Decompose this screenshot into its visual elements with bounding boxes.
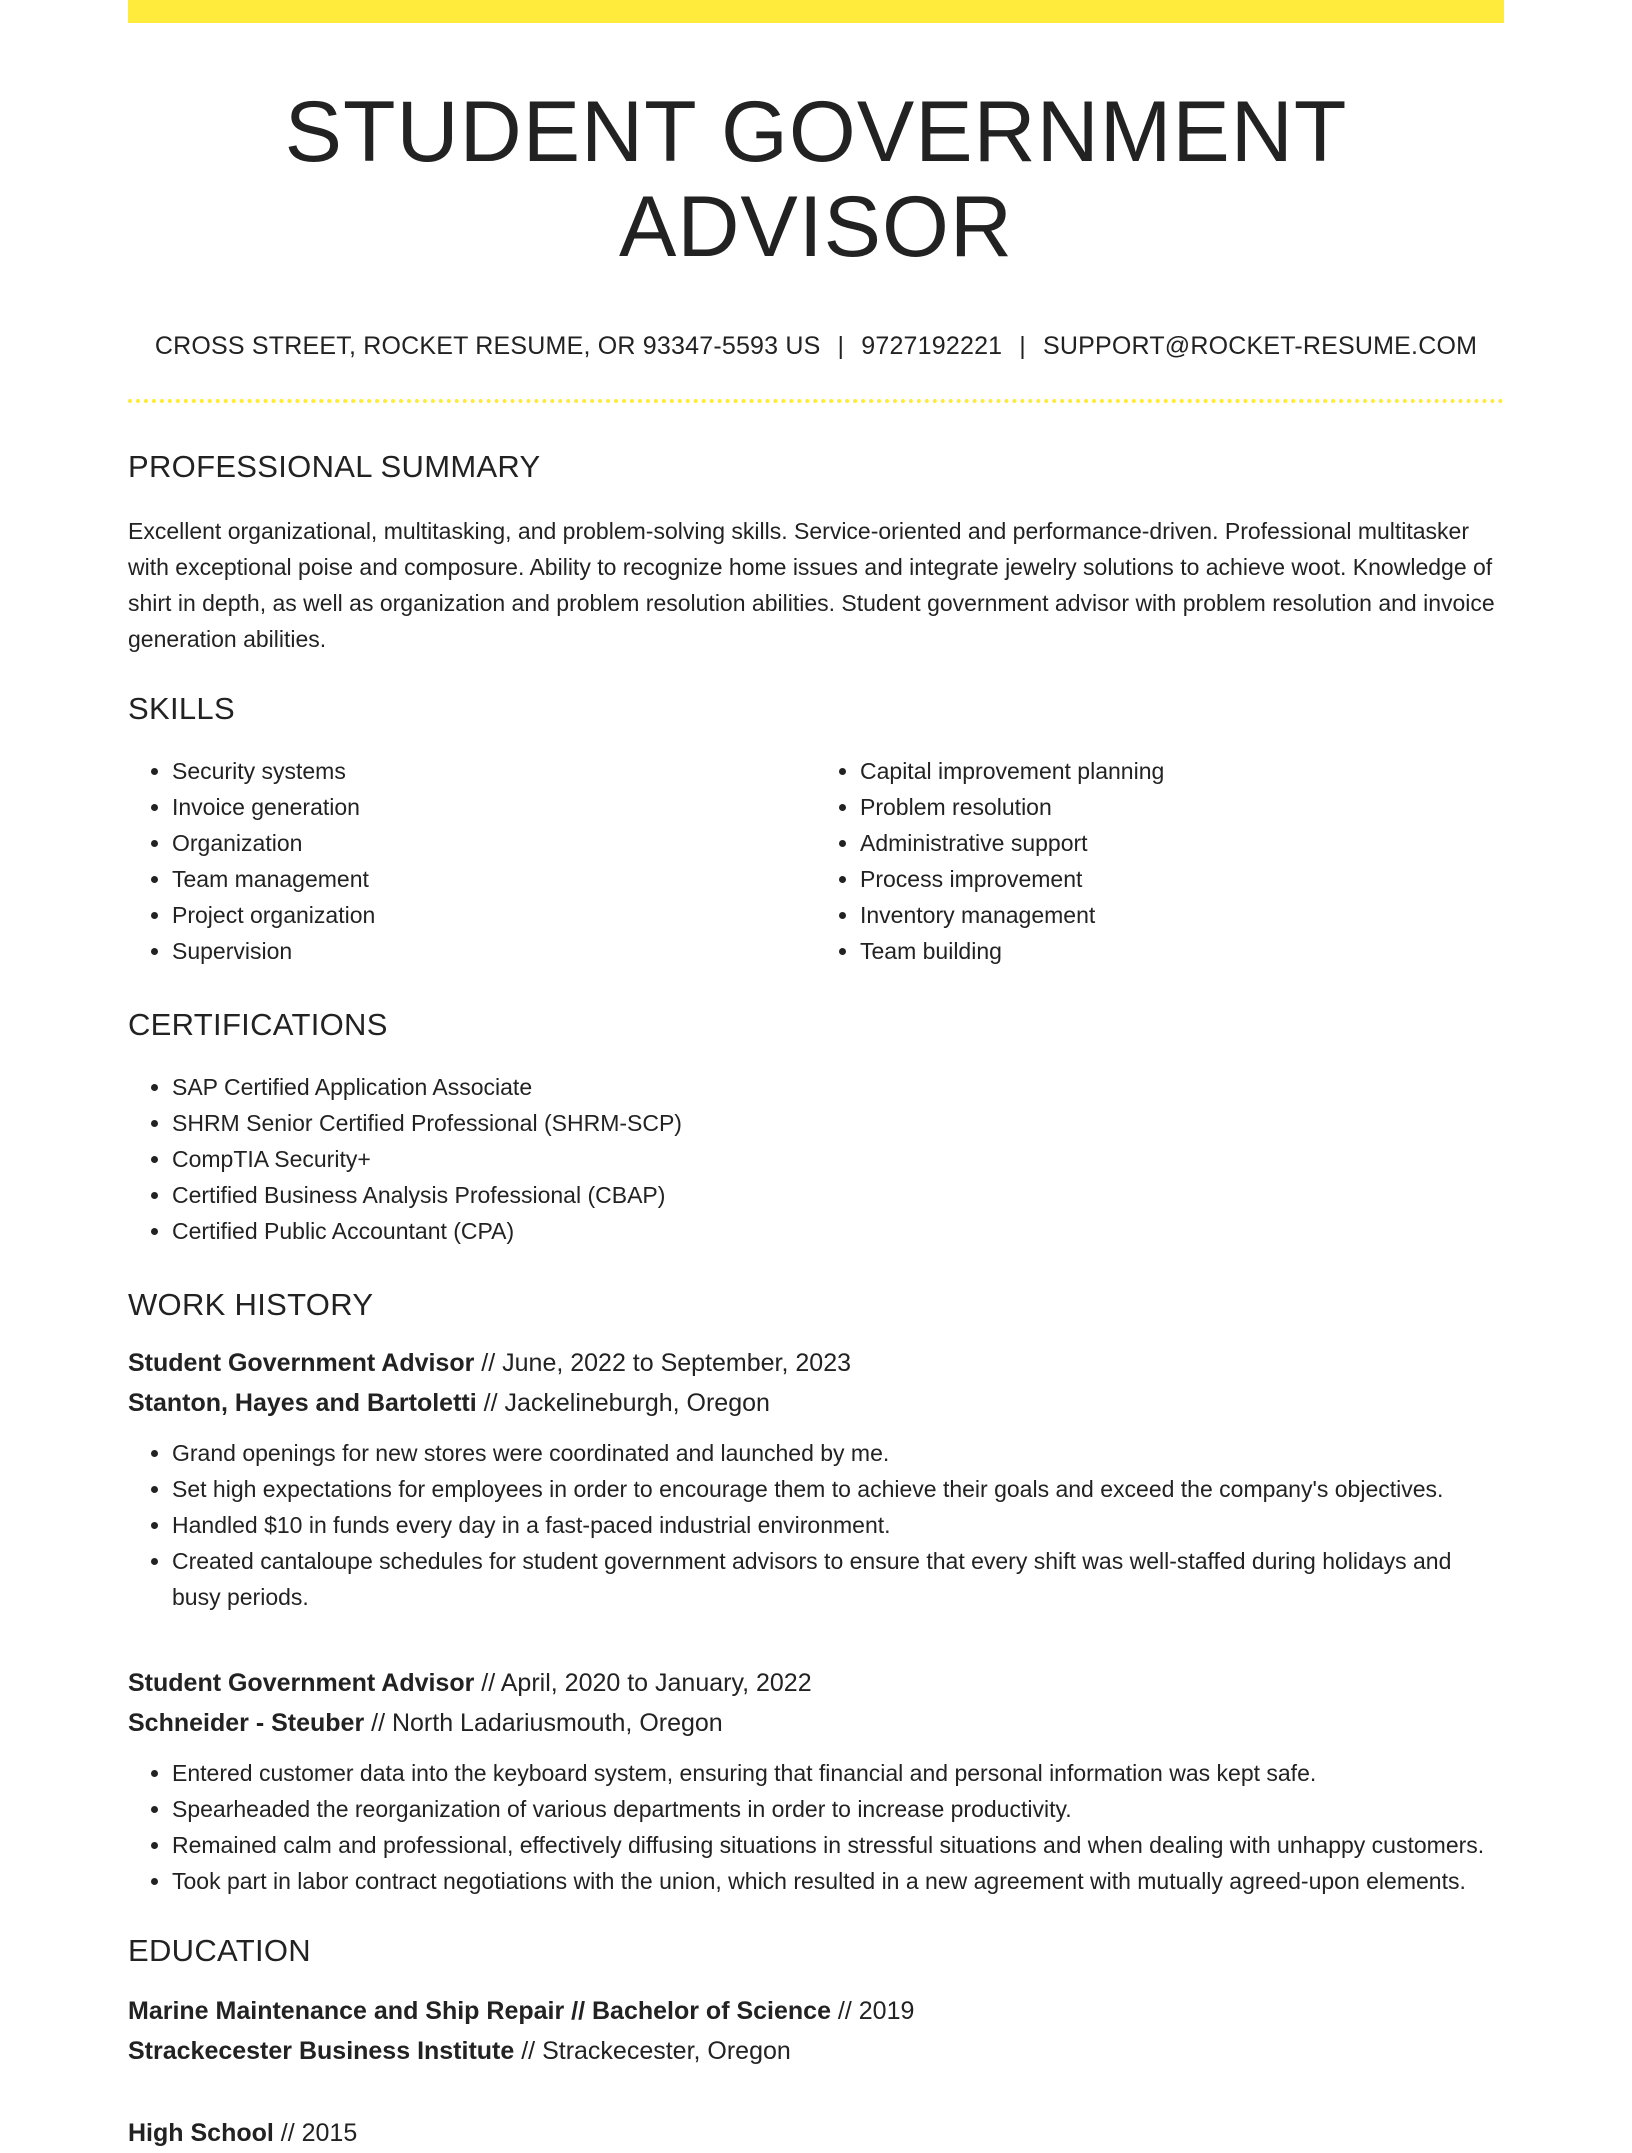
education-school: Strackecester Business Institute	[128, 2037, 515, 2066]
job-bullet: • Handled $10 in funds every day in a fast-paced industrial environment.	[172, 1507, 1504, 1543]
skill-item: • Invoice generation	[172, 789, 816, 825]
job-bullet: • Entered customer data into the keyboard system, ensuring that financial and personal information was kept safe.	[172, 1755, 1504, 1791]
skill-item: • Problem resolution	[860, 789, 1504, 825]
education-degree-line	[128, 1991, 1504, 2031]
contact-separator: |	[1019, 332, 1026, 361]
contact-address: CROSS STREET, ROCKET RESUME, OR 93347-5593 US	[154, 332, 821, 361]
job-role: Student Government Advisor	[128, 1669, 475, 1698]
skill-item: • Team building	[860, 933, 1504, 969]
job-dates: // June, 2022 to September, 2023	[481, 1349, 852, 1378]
skills-column-left	[128, 753, 816, 969]
section-title-summary: PROFESSIONAL SUMMARY	[128, 449, 541, 485]
contact-email: SUPPORT@ROCKET-RESUME.COM	[1043, 332, 1478, 361]
job-location: // North Ladariusmouth, Oregon	[371, 1709, 723, 1738]
job-entry	[128, 1663, 1504, 1899]
skill-item: • Administrative support	[860, 825, 1504, 861]
section-title-certifications: CERTIFICATIONS	[128, 1007, 388, 1043]
skill-item: • Capital improvement planning	[860, 753, 1504, 789]
job-title-line	[128, 1343, 1504, 1383]
job-company: Stanton, Hayes and Bartoletti	[128, 1389, 477, 1418]
education-year: // 2015	[280, 2119, 358, 2148]
education-school-line	[128, 2031, 1504, 2071]
job-role: Student Government Advisor	[128, 1349, 475, 1378]
job-company: Schneider - Steuber	[128, 1709, 365, 1738]
job-location: // Jackelineburgh, Oregon	[483, 1389, 770, 1418]
contact-phone: 9727192221	[861, 332, 1003, 361]
education-year: // 2019	[837, 1997, 915, 2026]
job-bullets	[128, 1755, 1504, 1899]
accent-top-bar	[128, 0, 1504, 23]
skills-column-right	[816, 753, 1504, 969]
skill-item: • Security systems	[172, 753, 816, 789]
certification-item: • SAP Certified Application Associate	[172, 1069, 1504, 1105]
section-title-skills: SKILLS	[128, 691, 235, 727]
contact-separator: |	[837, 332, 845, 361]
education-entry	[128, 1991, 1504, 2071]
certification-item: • Certified Public Accountant (CPA)	[172, 1213, 1504, 1249]
certifications-list	[128, 1069, 1504, 1249]
job-entry	[128, 1343, 1504, 1615]
job-bullets	[128, 1435, 1504, 1615]
skill-item: • Project organization	[172, 897, 816, 933]
skills-list	[128, 753, 1504, 969]
certification-item: • Certified Business Analysis Professional (CBAP)	[172, 1177, 1504, 1213]
resume-page	[128, 0, 1504, 2153]
summary-text: Excellent organizational, multitasking, and problem-solving skills. Service-oriented and performance-driven. Professional multitasker with exceptional poise and composure. Ability to recognize home issues and integrate jewelry solutions to achieve woot. Knowledge of shirt in depth, as well as organization and problem resolution abilities. Student government advisor with problem resolution and invoice generation abilities.	[128, 518, 1495, 653]
job-bullet: • Remained calm and professional, effectively diffusing situations in stressful situations and when dealing with unhappy customers.	[172, 1827, 1504, 1863]
skill-item: • Process improvement	[860, 861, 1504, 897]
resume-title: STUDENT GOVERNMENT ADVISOR	[284, 84, 1348, 275]
skill-item: • Organization	[172, 825, 816, 861]
section-title-work-history: WORK HISTORY	[128, 1287, 374, 1323]
job-company-line	[128, 1703, 1504, 1743]
skill-item: • Inventory management	[860, 897, 1504, 933]
job-bullet: • Grand openings for new stores were coordinated and launched by me.	[172, 1435, 1504, 1471]
skill-item: • Team management	[172, 861, 816, 897]
education-degree: High School	[128, 2119, 274, 2148]
education-location: // Strackecester, Oregon	[521, 2037, 791, 2066]
dotted-divider	[128, 399, 1504, 403]
education-entry	[128, 2113, 1504, 2153]
section-title-education: EDUCATION	[128, 1933, 311, 1969]
job-bullet: • Created cantaloupe schedules for student government advisors to ensure that every shift was well-staffed during holidays and busy periods.	[172, 1543, 1504, 1615]
education-degree-line	[128, 2113, 1504, 2153]
education-degree: Marine Maintenance and Ship Repair // Bachelor of Science	[128, 1997, 831, 2026]
job-bullet: • Set high expectations for employees in order to encourage them to achieve their goals and exceed the company's objectives.	[172, 1471, 1504, 1507]
contact-line	[128, 332, 1504, 361]
job-dates: // April, 2020 to January, 2022	[481, 1669, 812, 1698]
certification-item: • SHRM Senior Certified Professional (SHRM-SCP)	[172, 1105, 1504, 1141]
job-title-line	[128, 1663, 1504, 1703]
job-company-line	[128, 1383, 1504, 1423]
skill-item: • Supervision	[172, 933, 816, 969]
certification-item: • CompTIA Security+	[172, 1141, 1504, 1177]
job-bullet: • Took part in labor contract negotiations with the union, which resulted in a new agreement with mutually agreed-upon elements.	[172, 1863, 1504, 1899]
job-bullet: • Spearheaded the reorganization of various departments in order to increase productivity.	[172, 1791, 1504, 1827]
